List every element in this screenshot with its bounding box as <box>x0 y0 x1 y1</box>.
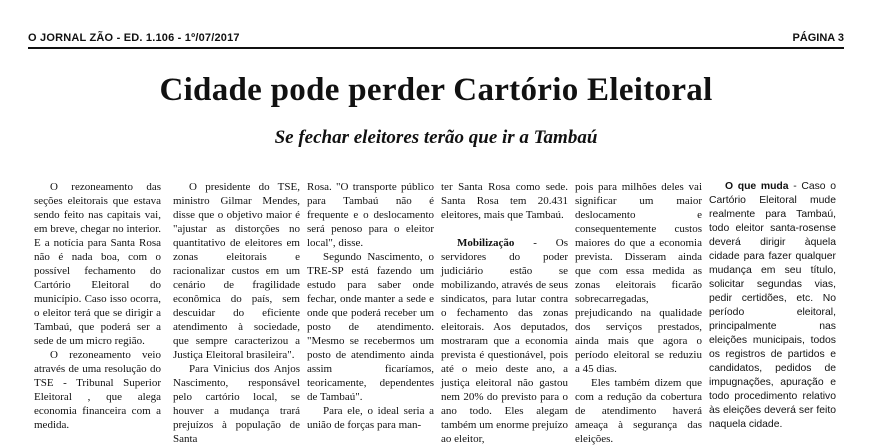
paragraph: O rezoneamento das seções eleitorais que estava sendo feito nas capitais vai, em breve, chegar no interior. E a notícia para Santa Rosa não é nada boa, com o possível fechamento do Cartório Eleitoral do município. Caso isso ocorra, o eleitor terá que se dirigir a Tambaú, que poderá ser a sede de um micro região. <box>34 181 161 347</box>
section-heading: O que muda <box>725 181 789 192</box>
column-5 <box>575 180 702 446</box>
section-heading: Mobilização <box>457 237 515 249</box>
paragraph: O rezoneamento veio através de uma resolução do TSE - Tribunal Superior Eleitoral , que alega economia financeira com a medida. <box>34 349 161 431</box>
column-3 <box>307 180 434 432</box>
paragraph: Eles também dizem que com a redução da cobertura de atendimento haverá ameaça à segurança das eleições. <box>575 377 702 445</box>
paragraph: Segundo Nascimento, o TRE-SP está fazendo um estudo para saber onde fechar, onde manter a sede e onde que poderá receber um posto de atendimento. "Mesmo se recebermos um posto de atendimento ainda assim ficaríamos, teoricamente, dependentes de Tambaú". <box>307 251 434 403</box>
headline: Cidade pode perder Cartório Eleitoral <box>159 72 713 108</box>
paragraph-text: - Caso o Cartório Eleitoral mude realmente para Tambaú, todo eleitor santa-rosense deverá dirigir àquela cidade para fazer qualquer mudança em seu título, solicitar segundas vias, pedir certidões, etc. No período eleitoral, principalmente nas eleições municipais, todos os registros de partidos e candidatos, pedidos de impugnações, apuração e todo procedimento relativo às eleições deverá ser feito naquela cidade. <box>709 181 836 430</box>
paragraph: ter Santa Rosa como sede. Santa Rosa tem 20.431 eleitores, mais que Tambaú. <box>441 181 568 221</box>
subtitle: Se fechar eleitores terão que ir a Tambaú <box>274 127 598 148</box>
paragraph: Para Vinicius dos Anjos Nascimento, responsável pelo cartório local, se houver a mudança trará prejuízos à população de Santa <box>173 363 300 445</box>
paragraph <box>709 180 836 432</box>
paragraph: Para ele, o ideal seria a união de forças para man- <box>307 405 434 431</box>
column-4 <box>441 180 568 446</box>
header-rule <box>28 47 844 49</box>
paragraph <box>441 236 568 446</box>
paragraph-text: - Os servidores do poder judiciário estão se mobilizando, através de seus sindicatos, para lutar contra o fechamento das zonas eleitorais. Aos deputados, mostraram que a economia prevista é questionável, pois até o meio deste ano, a justiça eleitoral não gastou nem 20% do previsto para o ano todo. Eles alegam também um enorme prejuízo ao eleitor, <box>441 237 568 445</box>
paragraph: pois para milhões deles vai significar um maior deslocamento e consequentemente custos maiores do que a economia prevista. Disseram ainda que com essa medida as zonas eleitorais ficarão sobrecarregadas, prejudicando na qualidade dos serviços prestados, ainda mais que agora o período eleitoral se reduziu a 45 dias. <box>575 181 702 375</box>
column-6 <box>709 180 836 432</box>
column-2 <box>173 180 300 446</box>
edition-line: O JORNAL ZÃO - ED. 1.106 - 1º/07/2017 <box>28 32 240 44</box>
column-1 <box>34 180 161 432</box>
paragraph: O presidente do TSE, ministro Gilmar Mendes, disse que o objetivo maior é "ajustar as distorções no quantitativo de eleitores em zonas eleitorais e racionalizar custos em um cenário de fragilidade econômica do país, sem descuidar do eficiente atendimento à sociedade, que sempre caracterizou a Justiça Eleitoral brasileira". <box>173 181 300 361</box>
paragraph: Rosa. "O transporte público para Tambaú não é frequente e o deslocamento será penoso para o eleitor local", disse. <box>307 181 434 249</box>
page-number: PÁGINA 3 <box>792 32 844 44</box>
